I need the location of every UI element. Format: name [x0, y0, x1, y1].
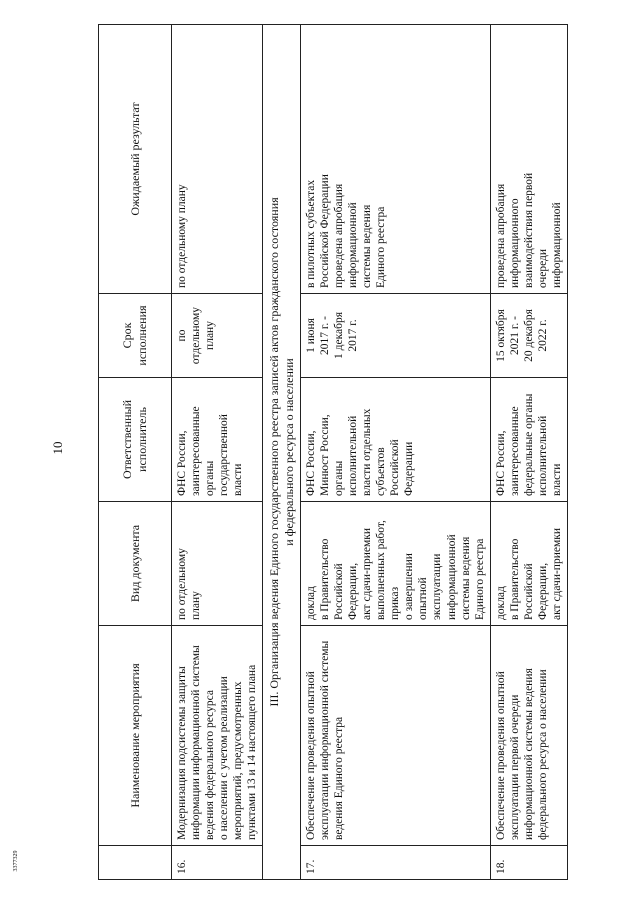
- responsible-cell-line: власти отдельных: [361, 408, 374, 496]
- expected-result-cell-line: проведена апробация: [494, 183, 507, 288]
- responsible-cell-line: заинтересованные: [508, 406, 521, 496]
- responsible-cell-line: ФНС России,: [176, 430, 188, 496]
- term-cell-line: отдельному: [190, 306, 203, 365]
- document-id: 3377329: [13, 850, 19, 872]
- event-name-cell: [172, 626, 263, 846]
- document-type-cell: [490, 502, 567, 626]
- document-type-cell-line: о завершении: [403, 553, 416, 620]
- document-type-cell-line: акт сдачи-приемки: [361, 528, 374, 620]
- document-type-cell-line: в Правительство: [508, 538, 521, 620]
- document-type-cell-line: плану: [190, 591, 203, 620]
- event-name-cell-line: пунктами 13 и 14 настоящего плана: [246, 664, 259, 840]
- term-cell-line: 20 декабря: [522, 309, 535, 362]
- document-type-cell-line: приказ: [389, 586, 402, 620]
- document-type-cell: [301, 502, 490, 626]
- term-cell: [490, 294, 567, 378]
- expected-result-cell: [301, 25, 490, 294]
- document-type-cell-line: Федерации,: [347, 562, 360, 620]
- section-row: [263, 25, 301, 880]
- event-name-cell-line: ведения Единого реестра: [333, 716, 346, 840]
- header-term: Срок исполнения: [99, 294, 172, 378]
- expected-result-cell-line: очереди: [536, 248, 549, 288]
- expected-result-cell: [490, 25, 567, 294]
- table-row: [490, 25, 567, 880]
- document-type-cell-line: эксплуатации: [431, 553, 444, 620]
- responsible-cell-line: власти: [550, 463, 563, 496]
- responsible-cell-line: органы: [333, 460, 346, 496]
- document-type-cell-line: акт сдачи-приемки: [550, 528, 563, 620]
- expected-result-cell: [172, 25, 263, 294]
- responsible-cell-line: субъектов: [375, 447, 388, 496]
- section-title-line-2: и федерального ресурса о населении: [281, 358, 296, 546]
- expected-result-cell-line: по отдельному плану: [176, 184, 188, 288]
- responsible-cell-line: Минюст России,: [319, 414, 332, 496]
- header-result: Ожидаемый результат: [99, 25, 172, 294]
- term-cell-line: 2017 г. -: [319, 316, 332, 355]
- expected-result-cell-line: в пилотных субъектах: [305, 179, 318, 288]
- event-name-cell-line: информации информационной системы: [190, 645, 203, 840]
- expected-result-cell-line: проведена апробация: [333, 183, 346, 288]
- term-cell-line: 2022 г.: [536, 319, 549, 352]
- responsible-cell-line: федеральные органы: [522, 393, 535, 496]
- term-cell-line: по: [176, 329, 188, 342]
- term-cell-line: плану: [204, 321, 217, 350]
- responsible-cell-line: заинтересованные: [190, 406, 203, 496]
- document-type-cell-line: Российской: [522, 563, 535, 620]
- responsible-cell-line: исполнительной: [347, 415, 360, 496]
- term-cell-line: 15 октября: [494, 309, 507, 362]
- document-type-cell-line: системы ведения: [459, 536, 472, 620]
- event-name-cell-line: Модернизация подсистемы защиты: [176, 666, 188, 840]
- document-type-cell-line: информационной: [445, 534, 458, 620]
- table-header-row: [99, 25, 172, 880]
- event-name-cell-line: о населении с учетом реализации: [218, 676, 231, 840]
- responsible-cell-line: исполнительной: [536, 415, 549, 496]
- section-title-line-1: III. Организация ведения Единого государственного реестра записей актов гражданского состояния: [267, 197, 282, 707]
- event-name-cell-line: ведения федерального ресурса: [204, 690, 217, 840]
- document-type-cell-line: в Правительство: [319, 538, 332, 620]
- event-name-cell-line: эксплуатации первой очереди: [508, 694, 521, 840]
- rotated-table-frame: [98, 25, 640, 880]
- row-number: 16.: [172, 846, 263, 880]
- row-number: 17.: [301, 846, 490, 880]
- expected-result-cell-line: информационной: [550, 202, 563, 288]
- event-name-cell: [490, 626, 567, 846]
- document-type-cell-line: Единого реестра: [473, 538, 486, 620]
- row-number: 18.: [490, 846, 567, 880]
- table-row: [301, 25, 490, 880]
- expected-result-cell-line: Единого реестра: [375, 206, 388, 288]
- responsible-cell-line: власти: [232, 463, 245, 496]
- event-name-cell-line: Обеспечение проведения опытной: [305, 671, 318, 840]
- document-type-cell-line: выполненных работ,: [375, 520, 388, 620]
- table-row: [172, 25, 263, 880]
- event-name-cell: [301, 626, 490, 846]
- term-cell: [301, 294, 490, 378]
- section-title: [263, 25, 301, 880]
- term-cell: [172, 294, 263, 378]
- document-type-cell-line: Федерации,: [536, 562, 549, 620]
- term-cell-line: 2017 г.: [347, 319, 360, 352]
- expected-result-cell-line: взаимодействия первой: [522, 172, 535, 288]
- header-responsible: Ответственный исполнитель: [99, 378, 172, 502]
- plan-table: [98, 24, 568, 880]
- expected-result-cell-line: Российской Федерации: [319, 174, 332, 288]
- document-type-cell-line: Российской: [333, 563, 346, 620]
- header-num: [99, 846, 172, 880]
- event-name-cell-line: мероприятий, предусмотренных: [232, 681, 245, 840]
- term-cell-line: 1 июня: [305, 318, 318, 353]
- responsible-cell-line: Федерации: [403, 441, 416, 496]
- page-number: 10: [50, 441, 65, 455]
- event-name-cell-line: эксплуатации информационной системы: [319, 640, 332, 840]
- responsible-cell: [301, 378, 490, 502]
- header-name: Наименование мероприятия: [99, 626, 172, 846]
- header-doc: Вид документа: [99, 502, 172, 626]
- event-name-cell-line: Обеспечение проведения опытной: [494, 671, 507, 840]
- document-type-cell-line: доклад: [305, 586, 318, 620]
- term-cell-line: 1 декабря: [333, 312, 346, 359]
- responsible-cell-line: Российской: [389, 439, 402, 496]
- responsible-cell-line: ФНС России,: [494, 430, 507, 496]
- event-name-cell-line: информационной системы ведения: [522, 668, 535, 840]
- expected-result-cell-line: информационного: [508, 198, 521, 288]
- responsible-cell-line: органы: [204, 460, 217, 496]
- responsible-cell: [172, 378, 263, 502]
- responsible-cell-line: государственной: [218, 414, 231, 496]
- term-cell-line: 2021 г. -: [508, 316, 521, 355]
- responsible-cell: [490, 378, 567, 502]
- responsible-cell-line: ФНС России,: [305, 430, 318, 496]
- event-name-cell-line: федерального ресурса о населении: [536, 669, 549, 840]
- expected-result-cell-line: информационной: [347, 202, 360, 288]
- document-type-cell: [172, 502, 263, 626]
- document-type-cell-line: по отдельному: [176, 548, 188, 620]
- document-type-cell-line: доклад: [494, 586, 507, 620]
- expected-result-cell-line: системы ведения: [361, 204, 374, 288]
- document-type-cell-line: опытной: [417, 577, 430, 620]
